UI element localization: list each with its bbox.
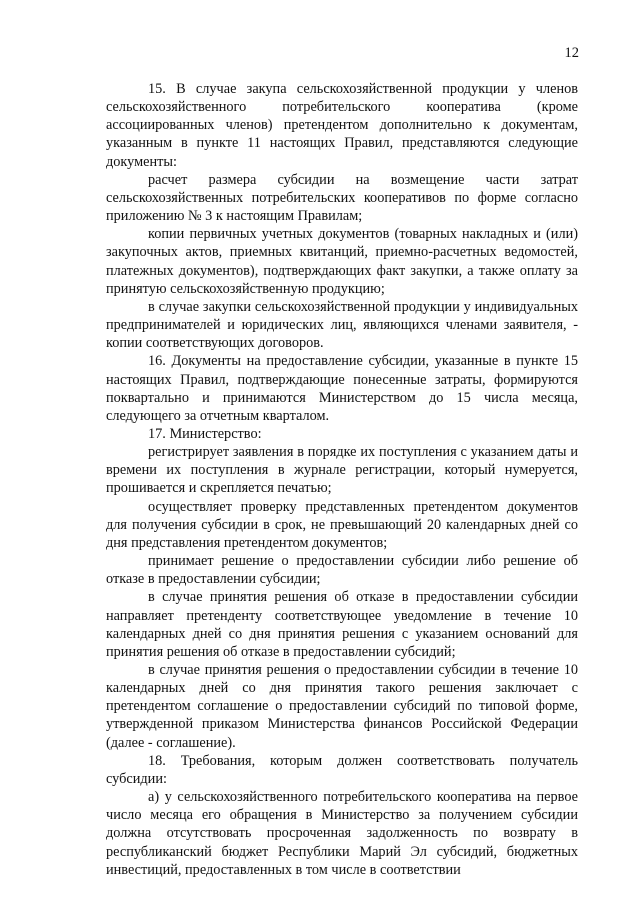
paragraph-18: 18. Требования, которым должен соответствовать получатель субсидии:	[106, 752, 578, 787]
paragraph-15-item-primary-docs: копии первичных учетных документов (товарных накладных и (или) закупочных актов, приемных квитанций, приемно-расчетных ведомостей, платежных документов), подтверждающих факт закупки, а также оплату за принятую сельскохозяйственную продукцию;	[106, 226, 578, 297]
paragraph-17-item-checks: осуществляет проверку представленных претендентом документов для получения субсидии в срок, не превышающий 20 календарных дней со дня представления претендентом документов;	[106, 498, 578, 551]
paragraph-17-item-registers: регистрирует заявления в порядке их поступления с указанием даты и времени их поступления в журнале регистрации, который нумеруется, прошивается и скрепляется печатью;	[106, 444, 578, 497]
paragraph-15-item-calculation: расчет размера субсидии на возмещение части затрат сельскохозяйственных потребительских кооперативов по форме согласно приложению № 3 к настоящим Правилам;	[106, 171, 578, 225]
paragraph-17-item-refusal-notice: в случае принятия решения об отказе в предоставлении субсидии направляет претенденту соответствующее уведомление в течение 10 календарных дней со дня принятия решения с указанием оснований для принятия решения об отказе в предоставлении субсидий;	[106, 589, 578, 660]
paragraph-15: 15. В случае закупа сельскохозяйственной продукции у членов сельскохозяйственного потребительского кооператива (кроме ассоциированных членов) претендентом дополнительно к документам, указанным в пункте 11 настоящих Правил, представляются следующие документы:	[106, 81, 578, 170]
paragraph-18-item-a: а) у сельскохозяйственного потребительского кооператива на первое число месяца его обращения в Министерство за получением субсидии должна отсутствовать просроченная задолженность по возврату в республиканский бюджет Республики Марий Эл субсидий, бюджетных инвестиций, предоставленных в том числе в соответствии	[106, 789, 578, 878]
paragraph-16: 16. Документы на предоставление субсидии, указанные в пункте 15 настоящих Правил, подтверждающие понесенные затраты, формируются поквартально и принимаются Министерством до 15 числа месяца, следующего за отчетным кварталом.	[106, 353, 578, 424]
paragraph-17-item-agreement: в случае принятия решения о предоставлении субсидии в течение 10 календарных дней со дня принятия такого решения заключает с претендентом соглашение о предоставлении субсидий по типовой форме, утвержденной приказом Министерства финансов Российской Федерации (далее - соглашение).	[106, 662, 578, 751]
paragraph-17: 17. Министерство:	[148, 425, 262, 442]
page-number: 12	[564, 45, 579, 61]
document-body	[106, 80, 578, 879]
paragraph-17-item-decides: принимает решение о предоставлении субсидии либо решение об отказе в предоставлении субсидии;	[106, 553, 578, 588]
paragraph-15-item-contracts: в случае закупки сельскохозяйственной продукции у индивидуальных предпринимателей и юридических лиц, являющихся членами заявителя, - копии соответствующих договоров.	[106, 298, 578, 352]
